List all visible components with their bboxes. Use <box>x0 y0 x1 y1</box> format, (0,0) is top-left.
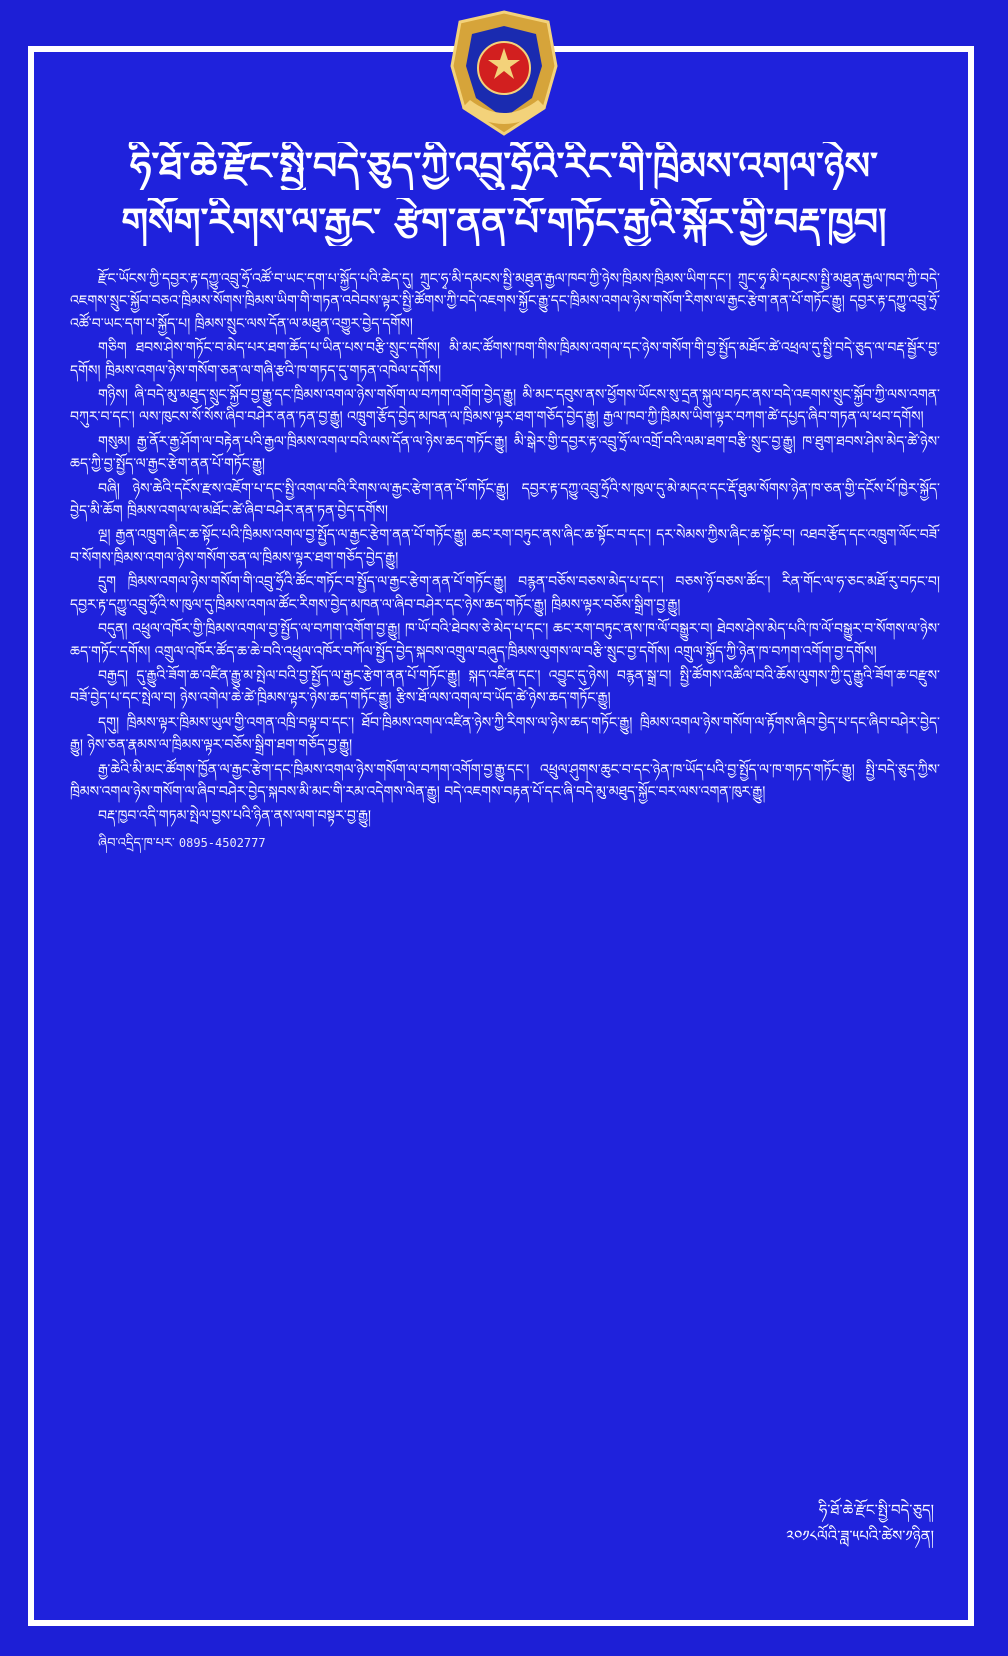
contact-phone: 0895-4502777 <box>178 835 266 850</box>
paragraph-effective: བརྡ་ཁྱབ་འདི་གཏམ་སྤེལ་བྱས་པའི་ཉིན་ནས་ལག་བསྟར་བྱ་རྒྱུ། <box>98 808 372 825</box>
issue-date: ༢༠༡༨ལོའི་ཟླ་༥པའི་ཚེས་༡ཉིན། <box>786 1527 934 1545</box>
paragraph-9: དགུ། ཁྲིམས་ལྟར་ཁྲིམས་ཡུལ་གྱི་འགན་འཁྲི་བལྟ་བ་དང་། ཐོབ་ཁྲིམས་འགལ་འཛིན་ཉེས་ཀྱི་རིགས་ལ་ཉེས་ཆད་གཏོང་རྒྱུ། ཁྲིམས་འགལ་ཉེས་གསོག་ལ་རྟོགས་ཞིབ་བྱེད་པ་དང་ཞིབ་བཤེར་བྱེད་རྒྱུ། ཉེས་ཅན་རྣམས་ལ་ཁྲིམས་ལྟར་བཅོས་སྒྲིག་ཐག་གཅོད་བྱ་རྒྱུ། <box>70 714 940 754</box>
paragraph-intro: རྫོང་ཡོངས་ཀྱི་དབྱར་རྟ་དཀྱུ་འབྲུ་ཧྲོ་འཚོ་བ་ཡང་དག་པ་སྐྱོད་པའི་ཆེད་དུ། ཀྲུང་ཧྭ་མི་དམངས་སྤྱི་མཐུན་རྒྱལ་ཁབ་ཀྱི་ཉེས་ཁྲིམས་ཁྲིམས་ཡིག་དང་། ཀྲུང་ཧྭ་མི་དམངས་སྤྱི་མཐུན་རྒྱལ་ཁབ་ཀྱི་བདེ་འཇགས་སྲུང་སྐྱོབ་བཅའ་ཁྲིམས་སོགས་ཁྲིམས་ཡིག་གི་གཏན་འབེབས་ལྟར་སྤྱི་ཚོགས་ཀྱི་བདེ་འཇགས་སྐྱོང་རྒྱུ་དང་ཁྲིམས་འགལ་ཉེས་གསོག་རིགས་ལ་རྒྱང་རྩེག་ནན་པོ་གཏོང་རྒྱུ། དབྱར་རྟ་དཀྱུ་འབྲུ་ཧྲོ་འཚོ་བ་ཡང་དག་པ་སྐྱོད་པ། ཁྲིམས་སྲུང་ལས་དོན་ལ་མཐུན་འགྱུར་བྱེད་དགོས། <box>70 271 940 332</box>
contact-label: ཞིབ་འདྲིད་ཁ་པར་ <box>98 835 175 851</box>
paragraph-1: གཅིག ཐབས་ཤེས་གཏོང་བ་མེད་པར་ཐག་ཆོད་པ་ཡིན་པས་བརྩི་སྲུང་དགོས། མི་མང་ཚོགས་ཁག་གིས་ཁྲིམས་འགལ་དང་ཉེས་གསོག་གི་བྱ་སྤྱོད་མཐོང་ཚེ་འཕྲལ་དུ་སྤྱི་བདེ་ཅུད་ལ་བརྡ་སྦྱོར་བྱ་དགོས། ཁྲིམས་འགལ་ཉེས་གསོག་ཅན་ལ་གཞི་རྩའི་ཁ་གཏད་དུ་གཏན་འཁེལ་དགོས། <box>70 340 940 379</box>
paragraph-8: བརྒྱད། དུ་རྒྱུའི་ཟོག་ཆ་འཛིན་རྒྱུ་མ་སྤེལ་བའི་བྱ་སྤྱོད་ལ་རྒྱང་རྩེག་ནན་པོ་གཏོང་རྒྱུ། སྐད་འཛིན་དང་། འབྱུང་དུ་ཉེས། བརྙན་སྒྲ་བ། སྤྱི་ཚོགས་འཚིལ་བའི་ཆོས་ལུགས་ཀྱི་དུ་རྒྱུའི་ཟོག་ཆ་བརྫུས་བཟོ་བྱེད་པ་དང་སྤེལ་བ། ཉེས་འགེལ་ཆེ་ཚེ་ཁྲིམས་ལྟར་ཉེས་ཆད་གཏོང་རྒྱུ། རྩིས་ཐོ་ལས་འགལ་བ་ཡོད་ཚེ་ཉེས་ཆད་གཏོང་རྒྱུ། <box>70 667 940 707</box>
paragraph-closing: རྒྱ་ཆེའི་མི་མང་ཚོགས་ཁྱོན་ལ་རྒྱང་རྩེག་དང་ཁྲིམས་འགལ་ཉེས་གསོག་ལ་བཀག་འགོག་བྱ་རྒྱུ་དང་། འཕྲུལ་ཤུགས་ཆུང་བ་དང་ཉེན་ཁ་ཡོད་པའི་བྱ་སྤྱོད་ལ་ཁ་གཏད་གཏོང་རྒྱུ། སྤྱི་བདེ་ཅུད་ཀྱིས་ཁྲིམས་འགལ་ཉེས་གསོག་ལ་ཞིབ་བཤེར་བྱེད་སྐབས་མི་མང་གི་རམ་འདེགས་ལེན་རྒྱུ། བདེ་འཇགས་བརྟན་པོ་དང་ཞི་བདེ་མུ་མཐུད་སྐྱོང་བར་ལས་འགན་ཁུར་རྒྱུ། <box>70 761 940 800</box>
notice-body <box>70 268 940 855</box>
issuer-name: ཧི་ཐོ་ཆེ་རྫོང་སྤྱི་བདེ་ཅུད། <box>818 1501 934 1519</box>
paragraph-3: གསུམ། རྒྱ་ནོར་རྒྱ་ཤོག་ལ་བརྟེན་པའི་རྒྱལ་ཁྲིམས་འགལ་བའི་ལས་དོན་ལ་ཉེས་ཆད་གཏོང་རྒྱུ། མི་སྒེར་གྱི་དབྱར་རྟ་འབྲུ་ཧྲོ་ལ་འགྲོ་བའི་ལམ་ཐག་བརྩི་སྲུང་བྱ་རྒྱུ། ཁ་ཐུག་ཐབས་ཤེས་མེད་ཚེ་ཉེས་ཆད་ཀྱི་བྱ་སྤྱོད་ལ་རྒྱང་རྩེག་ནན་པོ་གཏོང་རྒྱུ། <box>70 433 940 473</box>
paragraph-4: བཞི། ཉེས་ཆེའི་དངོས་རྫས་འཇོག་པ་དང་སྤྱི་འགལ་བའི་རིགས་ལ་རྒྱང་རྩེག་ནན་པོ་གཏོང་རྒྱུ། དབྱར་རྟ་དཀྱུ་འབྲུ་ཧྲོའི་ས་ཁུལ་དུ་མེ་མདའ་དང་རྡོ་ཐུམ་སོགས་ཉེན་ཁ་ཅན་གྱི་དངོས་པོ་ཁྱེར་སྐྱོད་བྱེད་མི་ཆོག ཁྲིམས་འགལ་ལ་མཐོང་ཚེ་ཞིབ་བཤེར་ནན་ཏན་བྱེད་དགོས། <box>70 480 940 520</box>
police-emblem-icon <box>438 8 570 140</box>
notice-title-line-1: ཧི་ཐོ་ཆེ་རྫོང་སྤྱི་བདེ་ཅུད་ཀྱི་འབྲུ་ཧྲོའི་རིང་གི་ཁྲིམས་འགལ་ཉེས་ <box>129 144 879 188</box>
paragraph-6: དྲུག ཁྲིམས་འགལ་ཉེས་གསོག་གི་འབྲུ་ཧྲོའི་ཚོང་གཏོང་བ་སྤྱོད་ལ་རྒྱང་རྩེག་ནན་པོ་གཏོང་རྒྱུ། བརྙན་བཅོས་བཅས་མེད་པ་དང་། བཅས་ཉོ་བཅས་ཚོང་། རིན་གོང་ལ་ཧ་ཅང་མཐོ་རུ་བཏང་བ། དབྱར་རྟ་དཀྱུ་འབྲུ་ཧྲོའི་ས་ཁུལ་དུ་ཁྲིམས་འགལ་ཚོང་རིགས་བྱེད་མཁན་ལ་ཞིབ་བཤེར་དང་ཉེས་ཆད་གཏོང་རྒྱུ། ཁྲིམས་ལྟར་བཅོས་སྒྲིག་བྱ་རྒྱུ། <box>70 574 940 613</box>
contact-line <box>70 832 940 855</box>
notice-title-line-2: གསོག་རིགས་ལ་རྒྱང་ རྩེག་ནན་པོ་གཏོང་རྒྱའི་སྐོར་གྱི་བརྡ་ཁྱབ། <box>121 200 887 244</box>
paragraph-2: གཉིས། ཞི་བདེ་མུ་མཐུད་སྲུང་སྐྱོབ་བྱ་རྒྱུ་དང་ཁྲིམས་འགལ་ཉེས་གསོག་ལ་བཀག་འགོག་བྱེད་རྒྱུ། མི་མང་དབུས་ནས་ཕྱོགས་ཡོངས་སུ་དྲན་སྐུལ་བཏང་ནས་བདེ་འཇགས་སྲུང་སྐྱོབ་ཀྱི་ལས་འགན་བཀུར་བ་དང་། ལས་ཁུངས་སོ་སོས་ཞིབ་བཤེར་ནན་ཏན་བྱ་རྒྱུ། འཁྲུག་རྩོད་བྱེད་མཁན་ལ་ཁྲིམས་ལྟར་ཐག་གཅོད་བྱེད་རྒྱུ། རྒྱལ་ཁབ་ཀྱི་ཁྲིམས་ཡིག་ལྟར་བཀག་ཚེ་དཔྱད་ཞིབ་གཏན་ལ་ཕབ་དགོས། <box>70 387 940 426</box>
paragraph-5: ལྔ། རྒྱན་འཁྲུག་ཞིང་ཆ་སྟོང་པའི་ཁྲིམས་འགལ་བྱ་སྤྱོད་ལ་རྒྱང་རྩེག་ནན་པོ་གཏོང་རྒྱུ། ཆང་རག་བཏུང་ནས་ཞིང་ཆ་སྟོང་བ་དང་། དར་སེམས་ཀྱིས་ཞིང་ཆ་སྟོང་བ། འཐབ་རྩོད་དང་འཁྲུག་ལོང་བཟོ་བ་སོགས་ཁྲིམས་འགལ་ཉེས་གསོག་ཅན་ལ་ཁྲིམས་ལྟར་ཐག་གཅོད་བྱེད་རྒྱུ། <box>70 527 940 566</box>
paragraph-7: བདུན། འཕྲུལ་འཁོར་གྱི་ཁྲིམས་འགལ་བྱ་སྤྱོད་ལ་བཀག་འགོག་བྱ་རྒྱུ། ཁ་ཡོ་བའི་ཐེབས་ཅེ་མེད་པ་དང་། ཆང་རག་བཏུང་ནས་ཁ་ལོ་བསྒྱུར་བ། ཐེབས་ཤེས་མེད་པའི་ཁ་ལོ་བསྒྱུར་བ་སོགས་ལ་ཉེས་ཆད་གཏོང་དགོས། འགྲུལ་འཁོར་ཚོད་ཆ་ཆེ་བའི་འཕྲུལ་འཁོར་བཀོལ་སྤྱོད་བྱེད་སྐབས་འགྲུལ་བཞུད་ཁྲིམས་ལུགས་ལ་བརྩི་སྲུང་བྱ་དགོས། འགྲུལ་སྐྱོད་ཀྱི་ཉེན་ཁ་བཀག་འགོག་བྱ་དགོས། <box>70 621 940 660</box>
